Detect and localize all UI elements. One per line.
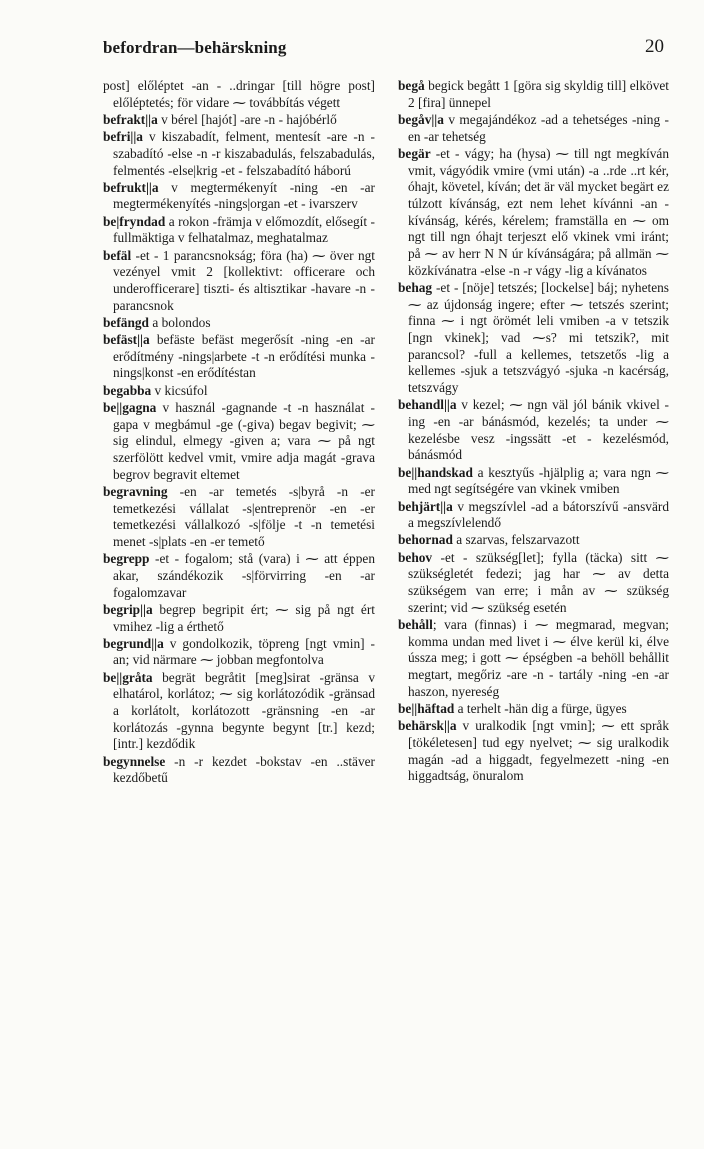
dictionary-entry — [398, 701, 669, 718]
entry-headword: behjärt||a — [398, 498, 453, 514]
entry-headword: begrepp — [103, 551, 150, 567]
dictionary-entry — [103, 383, 375, 400]
entry-headword: behornad — [398, 532, 453, 548]
page-header — [103, 38, 664, 66]
dictionary-entry — [398, 550, 669, 617]
entry-definition: v bérel [hajót] -are -n - hajóbérlő — [157, 111, 337, 127]
entry-headword: begynnelse — [103, 753, 166, 769]
dictionary-entry — [103, 315, 375, 332]
entry-definition: -et - 1 parancsnokság; föra (ha) ⁓ över ngt vezényel vmit 2 [kollektivt: officerare och underofficerare] tiszti- és altisztikar -havare -n - parancsnok — [113, 247, 375, 313]
entry-headword: behärsk||a — [398, 718, 457, 734]
dictionary-entry — [398, 499, 669, 532]
entry-headword: be||gråta — [103, 669, 153, 685]
entry-definition: -et - vágy; ha (hysa) ⁓ till ngt megkíván vmit, vágyódik vmire (vmi után) -a ..rde ..rt kér, óhajt, követel, kíván; det är väl mycket begärt ez túlzott kívánság, ezt nem lehet kívánni -an - kívánság, kérés, kérelem; framställa en ⁓ om ngt till ngn óhajt terjeszt elő vkinek vmi iránt; på ⁓ av herr N N úr kívánságára; på allmän ⁓ közkívánatra -else -n -r vágy -lig a kívánatos — [408, 145, 669, 278]
entry-headword: begrip||a — [103, 601, 153, 617]
entry-headword: befrakt||a — [103, 111, 158, 127]
dictionary-entry — [103, 214, 375, 247]
dictionary-entry — [103, 754, 375, 787]
dictionary-entry — [103, 551, 375, 601]
entry-definition: v megszívlel -ad a bátorszívű -ansvärd a megszívlelendő — [408, 498, 669, 531]
dictionary-entry — [398, 465, 669, 498]
dictionary-entry — [103, 670, 375, 754]
entry-definition: a terhelt -hän dig a fürge, ügyes — [454, 701, 627, 717]
dictionary-entry — [103, 636, 375, 669]
dictionary-entry — [103, 248, 375, 315]
entry-definition: ; vara (finnas) i ⁓ megmarad, megvan; komma undan med livet i ⁓ élve kerül ki, élve ússza meg; i gott ⁓ épségben -a behöll behållit megtart, megőriz -are -n - tartály -ning -en -ar haszon, nyereség — [408, 617, 669, 699]
dictionary-entry — [103, 332, 375, 382]
left-column — [103, 78, 375, 788]
entry-headword: begåv||a — [398, 111, 444, 127]
entry-headword: be||häftad — [398, 701, 455, 717]
entry-definition: befäste befäst megerősít -ning -en -ar erődítmény -nings|arbete -t -n erődítési munka -nings|konst -en erődítéstan — [113, 332, 375, 381]
entry-headword: begär — [398, 145, 431, 161]
dictionary-entry — [103, 484, 375, 551]
entry-headword: be||gagna — [103, 399, 157, 415]
page-number: 20 — [645, 36, 664, 57]
entry-definition: v megtermékenyít -ning -en -ar megtermékenyítés -nings|organ -et - ivarszerv — [113, 179, 375, 212]
entry-headword: begrund||a — [103, 635, 164, 651]
entry-definition: begick begått 1 [göra sig skyldig till] elkövet 2 [fira] ünnepel — [408, 78, 669, 110]
dictionary-entry — [103, 400, 375, 484]
dictionary-entry — [398, 617, 669, 701]
dictionary-entry — [103, 180, 375, 213]
dictionary-entry — [103, 112, 375, 129]
dictionary-entry — [398, 146, 669, 280]
entry-headword: befäst||a — [103, 332, 150, 348]
entry-headword: begravning — [103, 483, 168, 499]
dictionary-entry — [398, 397, 669, 464]
entry-headword: befrukt||a — [103, 179, 159, 195]
entry-headword: behag — [398, 279, 433, 295]
entry-definition: -en -ar temetés -s|byrå -n -er temetkezési vállalat -s|entreprenör -en -er temetkezési vállalkozó -s|följe -t -n temetési menet -s|plats -en -er temető — [113, 483, 375, 549]
entry-headword: begabba — [103, 382, 152, 398]
entry-definition: begrät begråtit [meg]sirat -gränsa v elhatárol, korlátoz; ⁓ sig korlátozódik -gränsad a korlátolt, korlátozott -gränsning -en -ar korlátozás -gynna begynte begynt [tr.] kezd; [intr.] kezdődik — [113, 669, 375, 752]
entry-headword: behov — [398, 549, 433, 565]
entry-definition: -n -r kezdet -bokstav -en ..stäver kezdőbetű — [113, 753, 375, 786]
entry-definition: -et - szükség[let]; fylla (täcka) sitt ⁓ szükségletét fedezi; jag har ⁓ av detta szükségem van erre; i mån av ⁓ szükség szerint; vid ⁓ szükség esetén — [408, 549, 669, 615]
entry-headword: begå — [398, 78, 425, 93]
entry-definition: a kesztyűs -hjälplig a; vara ngn ⁓ med ngt segítségére van vkinek vmiben — [408, 464, 669, 497]
dictionary-entry — [103, 602, 375, 635]
entry-definition: v megajándékoz -ad a tehetséges -ning -en -ar tehetség — [408, 111, 669, 144]
right-column — [398, 78, 669, 786]
entry-definition: v uralkodik [ngt vmin]; ⁓ ett språk [tökéletesen] tud egy nyelvet; ⁓ sig uralkodik magán -ad a higgadt, fegyelmezett -ning -en higgadtság, önuralom — [408, 718, 669, 784]
entry-definition: v kicsúfol — [151, 382, 208, 398]
running-head: befordran—behärskning — [103, 38, 287, 57]
entry-definition: v gondolkozik, töpreng [ngt vmin] -an; vid närmare ⁓ jobban megfontolva — [113, 635, 375, 668]
entry-definition: -et - [nöje] tetszés; [lockelse] báj; nyhetens ⁓ az újdonság ingere; efter ⁓ tetszés szerint; finna ⁓ i ngt örömét leli vmiben -a v tetszik [ngn vkinek]; vad ⁓s? mi tetszik?, mit parancsol? -full a kellemes, tetszetős -lig a kellemes -sjuk a tetszvágyó -sjuka -n kacérság, tetszvágy — [408, 279, 669, 396]
entry-headword: befri||a — [103, 129, 143, 145]
entry-headword: be||handskad — [398, 464, 473, 480]
entry-headword: behandl||a — [398, 397, 457, 413]
entry-definition: v kezel; ⁓ ngn väl jól bánik vkivel -ing -en -ar bánásmód, kezelés; ta under ⁓ kezelésbe vesz -ingssätt -et - kezelésmód, bánásmód — [408, 397, 669, 463]
dictionary-entry — [398, 532, 669, 549]
entry-definition: v kiszabadít, felment, mentesít -are -n - szabadító -else -n -r kiszabadulás, felszabadulás, felmentés -else|krig -et - felszabadító háború — [113, 129, 375, 178]
entry-headword: befängd — [103, 314, 149, 330]
entry-headword: befäl — [103, 247, 132, 263]
entry-definition: begrep begripit ért; ⁓ sig på ngt ért vmihez -lig a érthető — [113, 601, 375, 634]
entry-definition: a bolondos — [148, 314, 211, 330]
dictionary-entry — [398, 718, 669, 785]
entry-headword: behåll — [398, 617, 433, 632]
entry-definition: a rokon -främja v előmozdít, elősegít -fullmäktiga v felhatalmaz, meghatalmaz — [113, 213, 375, 246]
entry-definition: a szarvas, felszarvazott — [452, 532, 580, 548]
entry-definition: -et - fogalom; stå (vara) i ⁓ att éppen akar, szándékozik -s|förvirring -en -ar fogalomzavar — [113, 551, 375, 600]
entry-definition: v használ -gagnande -t -n használat -gapa v megbámul -ge (-giva) begav begivit; ⁓ sig elindul, elmegy -given a; vara ⁓ på ngt szerfölött kedvel vmit, vmire adja magát -grava begrov begravit eltemet — [113, 399, 375, 482]
entry-definition: post] előléptet -an - ..dringar [till högre post] előléptetés; för vidare ⁓ továbbítás végett — [103, 78, 375, 110]
dictionary-entry — [103, 78, 375, 111]
dictionary-entry — [398, 112, 669, 145]
dictionary-entry — [398, 280, 669, 397]
dictionary-entry — [398, 78, 669, 111]
dictionary-entry — [103, 129, 375, 179]
entry-headword: be|fryndad — [103, 213, 166, 229]
